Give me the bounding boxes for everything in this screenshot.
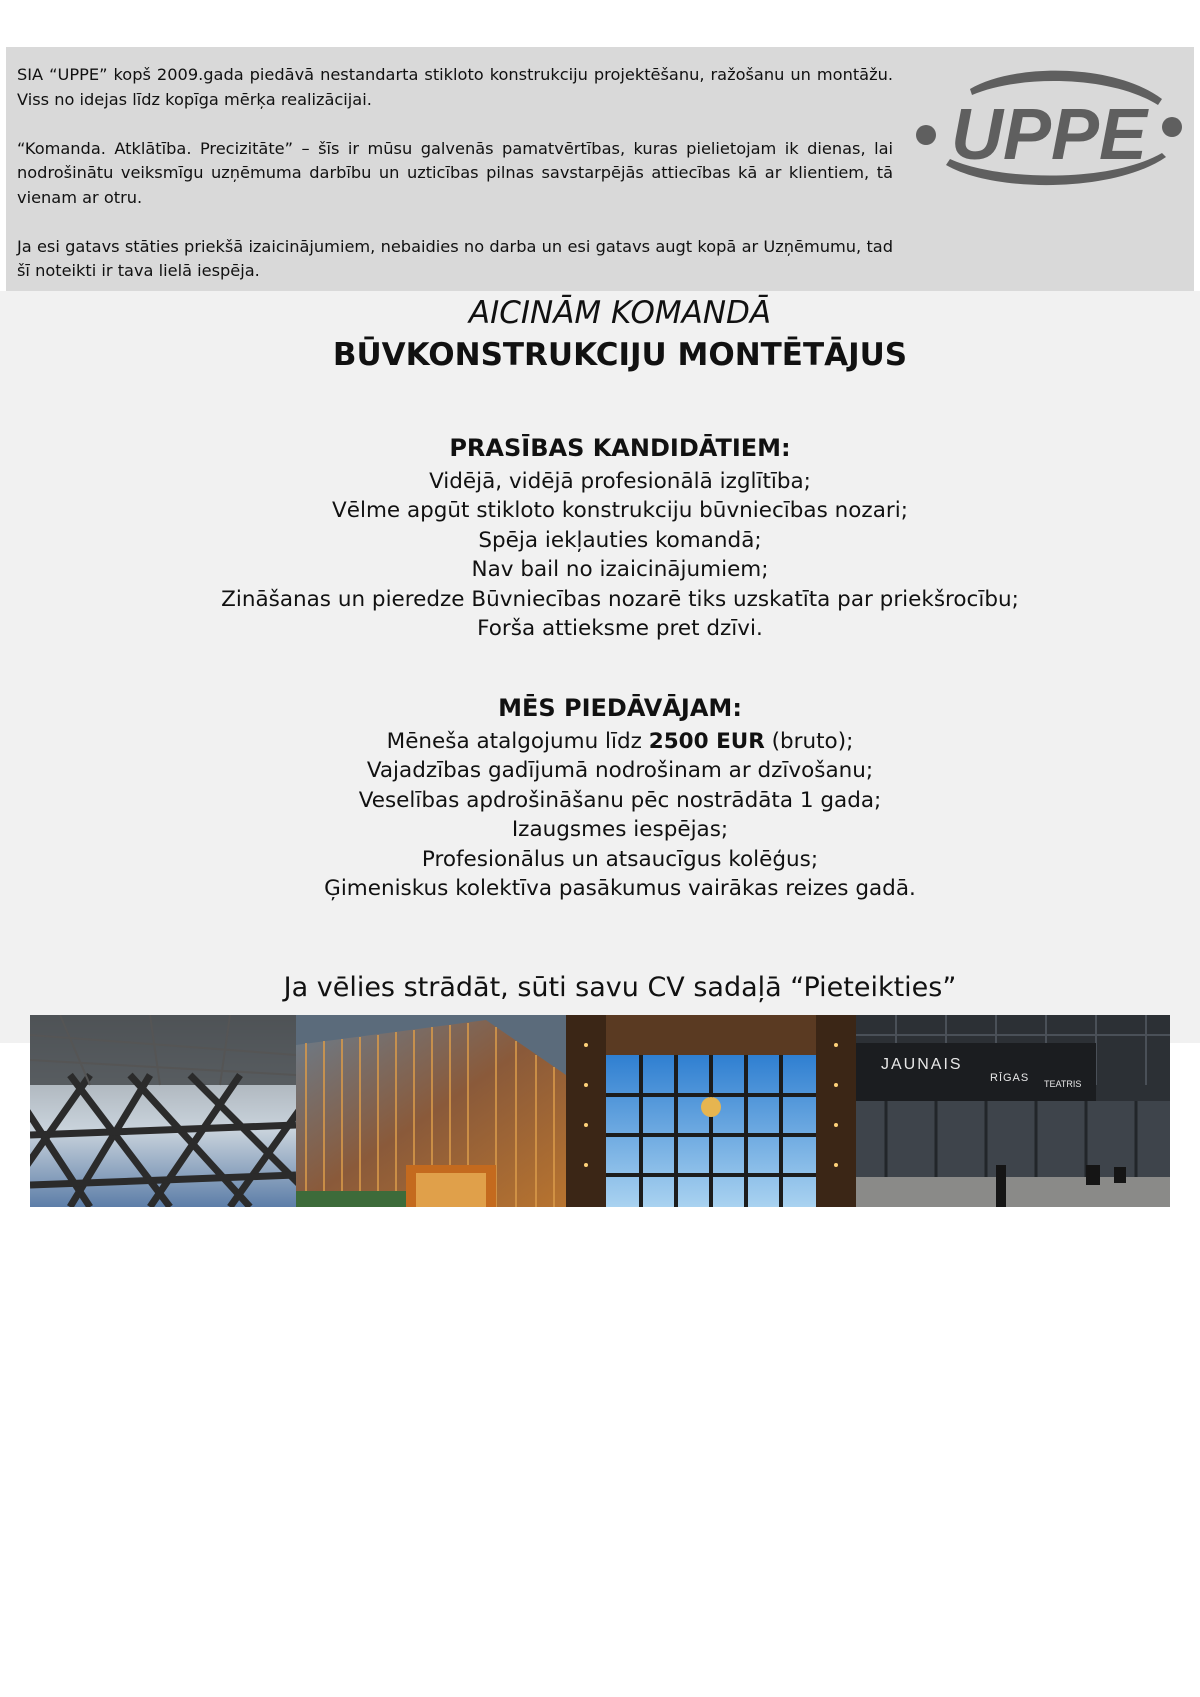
- salary-amount: 2500 EUR: [648, 729, 765, 754]
- salary-prefix: Mēneša atalgojumu līdz: [386, 729, 649, 754]
- company-intro-box: [6, 47, 1194, 291]
- theatre-entrance-photo: [856, 1015, 1170, 1207]
- requirements-list: [0, 467, 1200, 643]
- intro-paragraph-3: Ja esi gatavs stāties priekšā izaicinājumiem, nebaidies no darba un esi gatavs augt kopā ar Uzņēmumu, tad šī noteikti ir tava lielā iespēja.: [17, 236, 893, 280]
- offer-heading: MĒS PIEDĀVĀJAM:: [498, 694, 742, 722]
- glass-atrium-photo: [566, 1015, 856, 1207]
- job-ad-section: [0, 291, 1200, 1043]
- requirement-item: Vēlme apgūt stikloto konstrukciju būvniecības nozari;: [332, 498, 908, 524]
- requirement-item: Zināšanas un pieredze Būvniecības nozarē tiks uzskatīta par priekšrocību;: [221, 586, 1019, 612]
- svg-text:JAUNAIS: JAUNAIS: [881, 1056, 963, 1073]
- uppe-logo: [914, 61, 1184, 191]
- offer-item-salary: [0, 727, 1200, 756]
- copper-facade-photo: [296, 1015, 566, 1207]
- svg-text:TEATRIS: TEATRIS: [1044, 1079, 1082, 1089]
- salary-suffix: (bruto);: [764, 729, 854, 754]
- offer-item: Vajadzības gadījumā nodrošinam ar dzīvošanu;: [366, 758, 874, 784]
- requirement-item: Forša attieksme pret dzīvi.: [477, 616, 763, 642]
- offer-item: Profesionālus un atsaucīgus kolēģus;: [421, 846, 819, 872]
- intro-paragraph-2: “Komanda. Atklātība. Precizitāte” – šīs ir mūsu galvenās pamatvērtības, kuras pielietojam ik dienas, lai nodrošinātu veiksmīgu uzņēmuma darbību un uzticības pilnas savstarpējās attiecības kā ar klientiem, tā vienam ar otru.: [17, 138, 893, 207]
- offer-item: Izaugsmes iespējas;: [511, 817, 729, 843]
- requirement-item: Spēja iekļauties komandā;: [478, 527, 762, 553]
- job-title: BŪVKONSTRUKCIJU MONTĒTĀJUS: [332, 337, 908, 373]
- offer-item: Veselības apdrošināšanu pēc nostrādāta 1 gada;: [358, 787, 882, 813]
- project-photo-strip: [30, 1015, 1170, 1207]
- apply-call-to-action: Ja vēlies strādāt, sūti savu CV sadaļā “Pieteikties”: [283, 972, 957, 1003]
- offer-item: Ģimeniskus kolektīva pasākumus vairākas reizes gadā.: [324, 876, 916, 902]
- intro-paragraph-1: SIA “UPPE” kopš 2009.gada piedāvā nestandarta stikloto konstrukciju projektēšanu, ražošanu un montāžu. Viss no idejas līdz kopīga mērķa realizācijai.: [17, 65, 893, 109]
- requirement-item: Nav bail no izaicinājumiem;: [471, 557, 769, 583]
- requirement-item: Vidējā, vidējā profesionālā izglītība;: [429, 469, 811, 494]
- offer-list: [0, 727, 1200, 903]
- glass-dome-photo: [30, 1015, 296, 1207]
- svg-text:UPPE: UPPE: [950, 95, 1148, 175]
- requirements-heading: PRASĪBAS KANDIDĀTIEM:: [449, 434, 791, 462]
- invite-heading: AICINĀM KOMANDĀ: [468, 295, 772, 331]
- company-intro: [17, 63, 893, 284]
- svg-text:RĪGAS: RĪGAS: [990, 1072, 1030, 1084]
